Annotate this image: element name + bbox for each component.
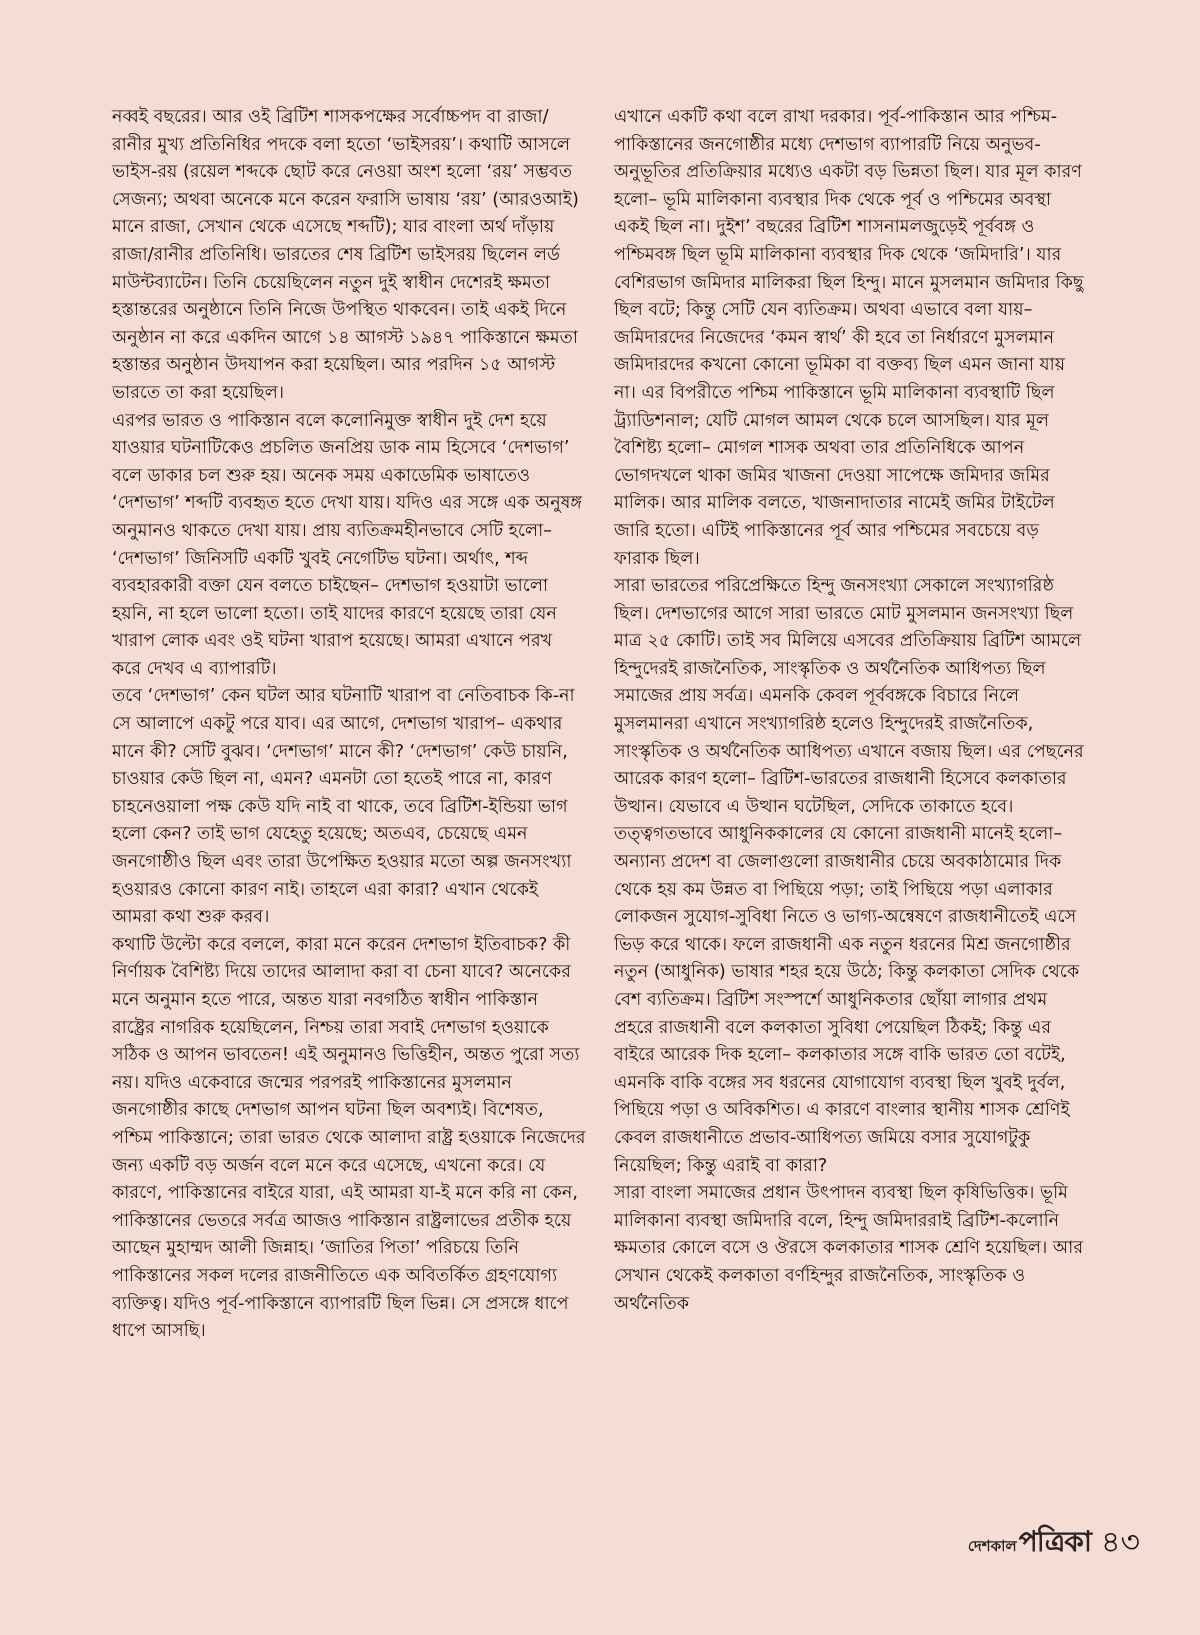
logo-big-text: পত্রিকা [1018,1524,1092,1558]
paragraph: সারা বাংলা সমাজের প্রধান উৎপাদন ব্যবস্থা ছিল কৃষিভিত্তিক। ভূমি মালিকানা ব্যবস্থা জমিদারি বলে, হিন্দু জমিদাররাই ব্রিটিশ-কলোনি ক্ষমতার কোলে বসে ও ঔরসে কলকাতার শাসক শ্রেণি হয়েছিল। আর সেখান থেকেই কলকাতা বর্ণহিন্দুর রাজনৈতিক, সাংস্কৃতিক ও অর্থনৈতিক [614,1183,1084,1314]
paragraph: তত্ত্বগতভাবে আধুনিককালের যে কোনো রাজধানী মানেই হলো– অন্যান্য প্রদেশ বা জেলাগুলো রাজধানীর চেয়ে অবকাঠামোর দিক থেকে হয় কম উন্নত বা পিছিয়ে পড়া; তাই পিছিয়ে পড়া এলাকার লোকজন সুযোগ-সুবিধা নিতে ও ভাগ্য-অন্বেষণে রাজধানীতেই এসে ভিড় করে থাকে। ফলে রাজধানী এক নতুন ধরনের মিশ্র জনগোষ্ঠীর নতুন (আধুনিক) ভাষার শহর হয়ে উঠে; কিন্তু কলকাতা সেদিক থেকে বেশ ব্যতিক্রম। ব্রিটিশ সংস্পর্শে আধুনিকতার ছোঁয়া লাগার প্রথম প্রহরে রাজধানী বলে কলকাতা সুবিধা পেয়েছিল ঠিকই; কিন্তু এর বাইরে আরেক দিক হলো– কলকাতার সঙ্গে বাকি ভারত তো বটেই, এমনকি বাকি বঙ্গের সব ধরনের যোগাযোগ ব্যবস্থা ছিল খুবই দুর্বল, পিছিয়ে পড়া ও অবিকশিত। এ কারণে বাংলার স্থানীয় শাসক শ্রেণিই কেবল রাজধানীতে প্রভাব-আধিপত্য জমিয়ে বসার সুযোগটুকু নিয়েছিল; কিন্তু এরাই বা কারা? [614,824,1080,1176]
logo-small-text: দেশকাল [967,1536,1017,1555]
paragraph: এরপর ভারত ও পাকিস্তান বলে কলোনিমুক্ত স্বাধীন দুই দেশ হয়ে যাওয়ার ঘটনাটিকেও প্রচলিত জনপ্রিয় ডাক নাম হিসেবে ‘দেশভাগ’ বলে ডাকার চল শুরু হয়। অনেক সময় একাডেমিক ভাষাতেও ‘দেশভাগ’ শব্দটি ব্যবহৃত হতে দেখা যায়। যদিও এর সঙ্গে এক অনুষঙ্গ অনুমানও থাকতে দেখা যায়। প্রায় ব্যতিক্রমহীনভাবে সেটি হলো– ‘দেশভাগ’ জিনিসটি একটি খুবই নেগেটিভ ঘটনা। অর্থাৎ, শব্দ ব্যবহারকারী বক্তা যেন বলতে চাইছেন– দেশভাগ হওয়াটা ভালো হয়নি, না হলে ভালো হতো। তাই যাদের কারণে হয়েছে তারা যেন খারাপ লোক এবং ওই ঘটনা খারাপ হয়েছে। আমরা এখানে পরখ করে দেখব এ ব্যাপারটি। [112,410,583,679]
page-number: ৪৩ [1101,1524,1140,1560]
page-footer [968,1518,1140,1568]
paragraph: কথাটি উল্টো করে বললে, কারা মনে করেন দেশভাগ ইতিবাচক? কী নির্ণায়ক বৈশিষ্ট্য দিয়ে তাদের আলাদা করা বা চেনা যাবে? অনেকের মনে অনুমান হতে পারে, অন্তত যারা নবগঠিত স্বাধীন পাকিস্তান রাষ্ট্রের নাগরিক হয়েছিলেন, নিশ্চয় তারা সবাই দেশভাগ হওয়াকে সঠিক ও আপন ভাবতেন! এই অনুমানও ভিত্তিহীন, অন্তত পুরো সত্য নয়। যদিও একেবারে জন্মের পরপরই পাকিস্তানের মুসলমান জনগোষ্ঠীর কাছে দেশভাগ আপন ঘটনা ছিল অবশ্যই। বিশেষত, পশ্চিম পাকিস্তানে; তারা ভারত থেকে আলাদা রাষ্ট্র হওয়াকে নিজেদের জন্য একটি বড় অর্জন বলে মনে করে এসেছে, এখনো করে। যে কারণে, পাকিস্তানের বাইরে যারা, এই আমরা যা-ই মনে করি না কেন, পাকিস্তানের ভেতরে সর্বত্র আজও পাকিস্তান রাষ্ট্রলাভের প্রতীক হয়ে আছেন মুহাম্মদ আলী জিন্নাহ। ‘জাতির পিতা’ পরিচয়ে তিনি পাকিস্তানের সকল দলের রাজনীতিতে এক অবিতর্কিত গ্রহণযোগ্য ব্যক্তিত্ব। যদিও পূর্ব-পাকিস্তানে ব্যাপারটি ছিল ভিন্ন। সে প্রসঙ্গে ধাপে ধাপে আসছি। [112,934,586,1342]
paragraph: এখানে একটি কথা বলে রাখা দরকার। পূর্ব-পাকিস্তান আর পশ্চিম-পাকিস্তানের জনগোষ্ঠীর মধ্যে দেশভাগ ব্যাপারটি নিয়ে অনুভব-অনুভূতির প্রতিক্রিয়ার মধ্যেও একটা বড় ভিন্নতা ছিল। যার মূল কারণ হলো– ভূমি মালিকানা ব্যবস্থার দিক থেকে পূর্ব ও পশ্চিমের অবস্থা একই ছিল না। দুইশ’ বছরের ব্রিটিশ শাসনামলজুড়েই পূর্ববঙ্গ ও পশ্চিমবঙ্গ ছিল ভূমি মালিকানা ব্যবস্থার দিক থেকে ‘জমিদারি’। যার বেশিরভাগ জমিদার মালিকরা ছিল হিন্দু। মানে মুসলমান জমিদার কিছু ছিল বটে; কিন্তু সেটি যেন ব্যতিক্রম। অথবা এভাবে বলা যায়– জমিদারদের নিজেদের ‘কমন স্বার্থ’ কী হবে তা নির্ধারণে মুসলমান জমিদারদের কখনো কোনো ভূমিকা বা বক্তব্য ছিল এমন জানা যায় না। এর বিপরীতে পশ্চিম পাকিস্তানে ভূমি মালিকানা ব্যবস্থাটি ছিল ট্র্যাডিশনাল; যেটি মোগল আমল থেকে চলে আসছিল। যার মূল বৈশিষ্ট্য হলো– মোগল শাসক অথবা তার প্রতিনিধিকে আপন ভোগদখলে থাকা জমির খাজনা দেওয়া সাপেক্ষে জমিদার জমির মালিক। আর মালিক বলতে, খাজনাদাতার নামেই জমির টাইটেল জারি হতো। এটিই পাকিস্তানের পূর্ব আর পশ্চিমের সবচেয়ে বড় ফারাক ছিল। [614,107,1084,569]
paragraph: নব্বই বছরের। আর ওই ব্রিটিশ শাসকপক্ষের সর্বোচ্চপদ বা রাজা/রানীর মুখ্য প্রতিনিধির পদকে বলা হতো ‘ভাইসরয়’। কথাটি আসলে ভাইস-রয় (রয়েল শব্দকে ছোট করে নেওয়া অংশ হলো ‘রয়’ সম্ভবত সেজন্য; অথবা অনেকে মনে করেন ফরাসি ভাষায় ‘রয়’ (আরওআই) মানে রাজা, সেখান থেকে এসেছে শব্দটি); যার বাংলা অর্থ দাঁড়ায় রাজা/রানীর প্রতিনিধি। ভারতের শেষ ব্রিটিশ ভাইসরয় ছিলেন লর্ড মাউন্টব্যাটেন। তিনি চেয়েছিলেন নতুন দুই স্বাধীন দেশেরই ক্ষমতা হস্তান্তরের অনুষ্ঠানে তিনি নিজে উপস্থিত থাকবেন। তাই একই দিনে অনুষ্ঠান না করে একদিন আগে ১৪ আগস্ট ১৯৪৭ পাকিস্তানে ক্ষমতা হস্তান্তর অনুষ্ঠান উদযাপন করা হয়েছিল। আর পরদিন ১৫ আগস্ট ভারতে তা করা হয়েছিল। [112,107,579,403]
paragraph: সারা ভারতের পরিপ্রেক্ষিতে হিন্দু জনসংখ্যা সেকালে সংখ্যাগরিষ্ঠ ছিল। দেশভাগের আগে সারা ভারতে মোট মুসলমান জনসংখ্যা ছিল মাত্র ২৫ কোটি। তাই সব মিলিয়ে এসবের প্রতিক্রিয়ায় ব্রিটিশ আমলে হিন্দুদেরই রাজনৈতিক, সাংস্কৃতিক ও অর্থনৈতিক আধিপত্য ছিল সমাজের প্রায় সর্বত্র। এমনকি কেবল পূর্ববঙ্গকে বিচারে নিলে মুসলমানরা এখানে সংখ্যাগরিষ্ঠ হলেও হিন্দুদেরই রাজনৈতিক, সাংস্কৃতিক ও অর্থনৈতিক আধিপত্য এখানে বজায় ছিল। এর পেছনের আরেক কারণ হলো– ব্রিটিশ-ভারতের রাজধানী হিসেবে কলকাতার উত্থান। যেভাবে এ উত্থান ঘটেছিল, সেদিকে তাকাতে হবে। [614,576,1084,817]
paragraph: তবে ‘দেশভাগ’ কেন ঘটল আর ঘটনাটি খারাপ বা নেতিবাচক কি-না সে আলাপে একটু পরে যাব। এর আগে, দেশভাগ খারাপ– একথার মানে কী? সেটি বুঝব। ‘দেশভাগ’ মানে কী? ‘দেশভাগ’ কেউ চায়নি, চাওয়ার কেউ ছিল না, এমন? এমনটা তো হতেই পারে না, কারণ চাহনেওয়ালা পক্ষ কেউ যদি নাই বা থাকে, তবে ব্রিটিশ-ইন্ডিয়া ভাগ হলো কেন? তাই ভাগ যেহেতু হয়েছে; অতএব, চেয়েছে এমন জনগোষ্ঠীও ছিল এবং তারা উপেক্ষিত হওয়ার মতো অল্প জনসংখ্যা হওয়ারও কোনো কারণ নাই। তাহলে এরা কারা? এখান থেকেই আমরা কথা শুরু করব। [112,686,575,928]
left-column [112,104,586,1346]
right-column [614,104,1088,1318]
magazine-logo [968,1520,1091,1567]
